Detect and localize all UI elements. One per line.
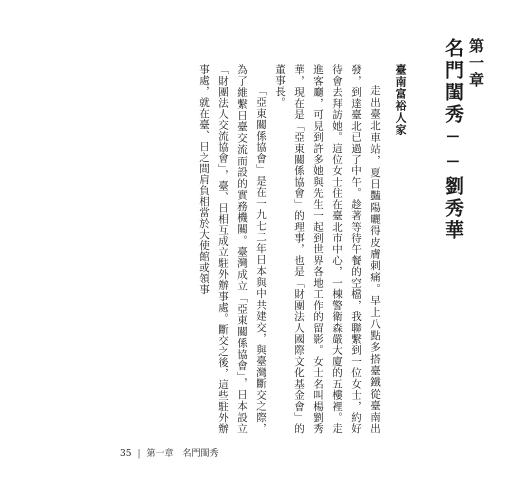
body-text <box>194 64 384 434</box>
section-heading: 臺南富裕人家 <box>394 64 407 136</box>
running-head: 第一章 名門閨秀 <box>146 449 219 459</box>
paragraph: 走出臺北車站，夏日豔陽曬得皮膚刺痛。早上八點多搭臺鐵從臺南出發，到達臺北已過了中午。趁著等待午餐的空檔，我聯繫到一位女士，約好待會去拜訪她。這位女士住在臺北市中心，一棟警衛森嚴大廈的五樓裡。走進客廳，可見到許多她與先生一起到世界各地工作的留影。女士名叫楊劉秀華，現在是「亞東關係協會」的理事，也是「財團法人國際文化基金會」的董事長。 <box>274 64 381 434</box>
chapter-label: 第一章 <box>467 38 485 89</box>
footer-divider: | <box>137 449 141 459</box>
page-footer <box>120 446 219 459</box>
paragraph: 「亞東關係協會」是在一九七二年日本與中共建交，與臺灣斷交之際，為了維繫日臺交流而設的實務機關。臺灣成立「亞東關係協會」，日本設立「財團法人交流協會」，臺、日相互成立駐外辦事處。斷交之後，這些駐外辦事處，就在臺、日之間肩負相當於大使館或領事 <box>198 64 267 434</box>
chapter-title: 名門閨秀──劉秀華 <box>442 38 464 242</box>
page-number: 35 <box>120 449 132 459</box>
